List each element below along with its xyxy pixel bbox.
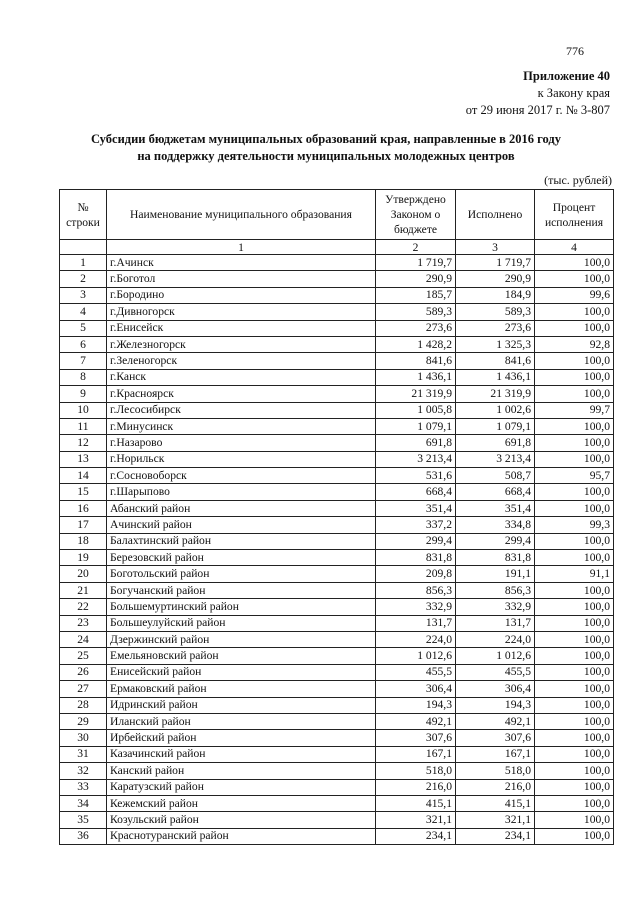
municipality-cell: г.Енисейск: [107, 320, 376, 336]
executed-cell: 184,9: [456, 287, 535, 303]
municipality-cell: Балахтинский район: [107, 533, 376, 549]
executed-cell: 167,1: [456, 746, 535, 762]
executed-cell: 1 325,3: [456, 336, 535, 352]
row-number-cell: 5: [60, 320, 107, 336]
approved-cell: 351,4: [376, 500, 456, 516]
row-number-cell: 11: [60, 418, 107, 434]
executed-cell: 455,5: [456, 664, 535, 680]
percent-cell: 100,0: [535, 386, 614, 402]
approved-cell: 455,5: [376, 664, 456, 680]
subsidy-table: [59, 189, 614, 845]
approved-cell: 194,3: [376, 697, 456, 713]
row-number-cell: 9: [60, 386, 107, 402]
executed-cell: 3 213,4: [456, 451, 535, 467]
percent-cell: 100,0: [535, 779, 614, 795]
table-row: [60, 566, 614, 582]
executed-cell: 492,1: [456, 713, 535, 729]
table-header-row: [60, 190, 614, 240]
table-row: [60, 681, 614, 697]
table-row: [60, 386, 614, 402]
percent-cell: 100,0: [535, 812, 614, 828]
municipality-cell: Дзержинский район: [107, 631, 376, 647]
percent-cell: 100,0: [535, 746, 614, 762]
municipality-cell: г.Норильск: [107, 451, 376, 467]
header-percent: Процент исполнения: [535, 190, 614, 240]
row-number-cell: 10: [60, 402, 107, 418]
units-note: (тыс. рублей): [544, 173, 612, 187]
percent-cell: 100,0: [535, 418, 614, 434]
percent-cell: 100,0: [535, 713, 614, 729]
approved-cell: 831,8: [376, 550, 456, 566]
document-title-line1: Субсидии бюджетам муниципальных образований края, направленные в 2016 году: [90, 132, 562, 146]
executed-cell: 668,4: [456, 484, 535, 500]
table-row: [60, 468, 614, 484]
executed-cell: 306,4: [456, 681, 535, 697]
approved-cell: 307,6: [376, 730, 456, 746]
percent-cell: 100,0: [535, 763, 614, 779]
executed-cell: 351,4: [456, 500, 535, 516]
table-row: [60, 517, 614, 533]
table-row: [60, 812, 614, 828]
row-number-cell: 28: [60, 697, 107, 713]
municipality-cell: Каратузский район: [107, 779, 376, 795]
executed-cell: 224,0: [456, 631, 535, 647]
municipality-cell: Богучанский район: [107, 582, 376, 598]
municipality-cell: Ермаковский район: [107, 681, 376, 697]
row-number-cell: 3: [60, 287, 107, 303]
percent-cell: 100,0: [535, 730, 614, 746]
table-row: [60, 779, 614, 795]
approved-cell: 337,2: [376, 517, 456, 533]
header-row-number: № строки: [60, 190, 107, 240]
municipality-cell: Казачинский район: [107, 746, 376, 762]
approved-cell: 415,1: [376, 795, 456, 811]
percent-cell: 99,7: [535, 402, 614, 418]
percent-cell: 100,0: [535, 500, 614, 516]
column-number: 4: [535, 240, 614, 255]
percent-cell: 100,0: [535, 320, 614, 336]
document-title-line2: на поддержку деятельности муниципальных молодежных центров: [137, 149, 515, 163]
percent-cell: 100,0: [535, 631, 614, 647]
row-number-cell: 13: [60, 451, 107, 467]
approved-cell: 492,1: [376, 713, 456, 729]
table-row: [60, 763, 614, 779]
percent-cell: 99,6: [535, 287, 614, 303]
executed-cell: 307,6: [456, 730, 535, 746]
row-number-cell: 36: [60, 828, 107, 844]
table-row: [60, 402, 614, 418]
executed-cell: 334,8: [456, 517, 535, 533]
row-number-cell: 23: [60, 615, 107, 631]
row-number-cell: 4: [60, 304, 107, 320]
approved-cell: 21 319,9: [376, 386, 456, 402]
executed-cell: 216,0: [456, 779, 535, 795]
approved-cell: 1 436,1: [376, 369, 456, 385]
percent-cell: 100,0: [535, 533, 614, 549]
municipality-cell: Большемуртинский район: [107, 599, 376, 615]
municipality-cell: Иланский район: [107, 713, 376, 729]
column-number: 1: [107, 240, 376, 255]
executed-cell: 841,6: [456, 353, 535, 369]
approved-cell: 290,9: [376, 271, 456, 287]
municipality-cell: г.Железногорск: [107, 336, 376, 352]
table-row: [60, 484, 614, 500]
municipality-cell: Енисейский район: [107, 664, 376, 680]
table-row: [60, 304, 614, 320]
table-row: [60, 271, 614, 287]
approved-cell: 589,3: [376, 304, 456, 320]
row-number-cell: 15: [60, 484, 107, 500]
approved-cell: 518,0: [376, 763, 456, 779]
municipality-cell: Кежемский район: [107, 795, 376, 811]
approved-cell: 185,7: [376, 287, 456, 303]
executed-cell: 131,7: [456, 615, 535, 631]
row-number-cell: 19: [60, 550, 107, 566]
percent-cell: 100,0: [535, 550, 614, 566]
row-number-cell: 26: [60, 664, 107, 680]
table-row: [60, 435, 614, 451]
municipality-cell: Боготольский район: [107, 566, 376, 582]
executed-cell: 691,8: [456, 435, 535, 451]
percent-cell: 100,0: [535, 353, 614, 369]
row-number-cell: 6: [60, 336, 107, 352]
row-number-cell: 1: [60, 255, 107, 271]
percent-cell: 91,1: [535, 566, 614, 582]
percent-cell: 95,7: [535, 468, 614, 484]
executed-cell: 589,3: [456, 304, 535, 320]
approved-cell: 131,7: [376, 615, 456, 631]
approved-cell: 691,8: [376, 435, 456, 451]
table-row: [60, 599, 614, 615]
percent-cell: 100,0: [535, 828, 614, 844]
executed-cell: 856,3: [456, 582, 535, 598]
municipality-cell: г.Дивногорск: [107, 304, 376, 320]
table-row: [60, 533, 614, 549]
municipality-cell: г.Шарыпово: [107, 484, 376, 500]
approved-cell: 306,4: [376, 681, 456, 697]
table-row: [60, 697, 614, 713]
row-number-cell: 12: [60, 435, 107, 451]
executed-cell: 234,1: [456, 828, 535, 844]
executed-cell: 518,0: [456, 763, 535, 779]
executed-cell: 194,3: [456, 697, 535, 713]
executed-cell: 332,9: [456, 599, 535, 615]
approved-cell: 668,4: [376, 484, 456, 500]
municipality-cell: г.Красноярск: [107, 386, 376, 402]
row-number-cell: 32: [60, 763, 107, 779]
percent-cell: 100,0: [535, 271, 614, 287]
municipality-cell: г.Боготол: [107, 271, 376, 287]
table-row: [60, 582, 614, 598]
approved-cell: 332,9: [376, 599, 456, 615]
approved-cell: 3 213,4: [376, 451, 456, 467]
executed-cell: 831,8: [456, 550, 535, 566]
approved-cell: 321,1: [376, 812, 456, 828]
approved-cell: 1 719,7: [376, 255, 456, 271]
approved-cell: 167,1: [376, 746, 456, 762]
row-number-cell: 35: [60, 812, 107, 828]
percent-cell: 100,0: [535, 369, 614, 385]
approved-cell: 856,3: [376, 582, 456, 598]
percent-cell: 100,0: [535, 681, 614, 697]
row-number-cell: 2: [60, 271, 107, 287]
approved-cell: 1 428,2: [376, 336, 456, 352]
municipality-cell: г.Канск: [107, 369, 376, 385]
column-number: 3: [456, 240, 535, 255]
table-row: [60, 713, 614, 729]
municipality-cell: Емельяновский район: [107, 648, 376, 664]
row-number-cell: 24: [60, 631, 107, 647]
table-row: [60, 369, 614, 385]
row-number-cell: 30: [60, 730, 107, 746]
row-number-cell: 29: [60, 713, 107, 729]
row-number-cell: 34: [60, 795, 107, 811]
appendix-law: к Закону края: [537, 86, 610, 100]
approved-cell: 531,6: [376, 468, 456, 484]
executed-cell: 1 719,7: [456, 255, 535, 271]
row-number-cell: 8: [60, 369, 107, 385]
executed-cell: 1 436,1: [456, 369, 535, 385]
approved-cell: 1 079,1: [376, 418, 456, 434]
column-number: 2: [376, 240, 456, 255]
municipality-cell: Канский район: [107, 763, 376, 779]
row-number-cell: 31: [60, 746, 107, 762]
approved-cell: 1 005,8: [376, 402, 456, 418]
municipality-cell: г.Ачинск: [107, 255, 376, 271]
table-row: [60, 550, 614, 566]
executed-cell: 1 079,1: [456, 418, 535, 434]
row-number-cell: 21: [60, 582, 107, 598]
municipality-cell: Идринский район: [107, 697, 376, 713]
table-row: [60, 320, 614, 336]
table-row: [60, 451, 614, 467]
row-number-cell: 27: [60, 681, 107, 697]
approved-cell: 273,6: [376, 320, 456, 336]
row-number-cell: 18: [60, 533, 107, 549]
executed-cell: 191,1: [456, 566, 535, 582]
executed-cell: 1 002,6: [456, 402, 535, 418]
municipality-cell: г.Бородино: [107, 287, 376, 303]
table-row: [60, 730, 614, 746]
column-number-row: [60, 240, 614, 255]
municipality-cell: Березовский район: [107, 550, 376, 566]
table-row: [60, 336, 614, 352]
percent-cell: 100,0: [535, 484, 614, 500]
executed-cell: 321,1: [456, 812, 535, 828]
table-row: [60, 287, 614, 303]
municipality-cell: г.Лесосибирск: [107, 402, 376, 418]
table-row: [60, 664, 614, 680]
municipality-cell: Абанский район: [107, 500, 376, 516]
table-row: [60, 500, 614, 516]
municipality-cell: Большеулуйский район: [107, 615, 376, 631]
executed-cell: 299,4: [456, 533, 535, 549]
row-number-cell: 14: [60, 468, 107, 484]
percent-cell: 92,8: [535, 336, 614, 352]
percent-cell: 100,0: [535, 648, 614, 664]
row-number-cell: 33: [60, 779, 107, 795]
percent-cell: 100,0: [535, 304, 614, 320]
row-number-cell: 7: [60, 353, 107, 369]
municipality-cell: Ачинский район: [107, 517, 376, 533]
row-number-cell: 16: [60, 500, 107, 516]
appendix-block: [466, 68, 610, 119]
municipality-cell: г.Минусинск: [107, 418, 376, 434]
approved-cell: 299,4: [376, 533, 456, 549]
table-row: [60, 648, 614, 664]
municipality-cell: г.Назарово: [107, 435, 376, 451]
percent-cell: 100,0: [535, 615, 614, 631]
municipality-cell: Краснотуранский район: [107, 828, 376, 844]
municipality-cell: г.Сосновоборск: [107, 468, 376, 484]
page-number: 776: [566, 44, 584, 58]
approved-cell: 1 012,6: [376, 648, 456, 664]
approved-cell: 841,6: [376, 353, 456, 369]
percent-cell: 100,0: [535, 795, 614, 811]
document-title: [40, 131, 612, 165]
table-row: [60, 418, 614, 434]
appendix-date: от 29 июня 2017 г. № 3-807: [465, 103, 610, 117]
table-row: [60, 255, 614, 271]
percent-cell: 100,0: [535, 697, 614, 713]
percent-cell: 100,0: [535, 664, 614, 680]
municipality-cell: Ирбейский район: [107, 730, 376, 746]
percent-cell: 99,3: [535, 517, 614, 533]
executed-cell: 290,9: [456, 271, 535, 287]
approved-cell: 224,0: [376, 631, 456, 647]
municipality-cell: г.Зеленогорск: [107, 353, 376, 369]
table-row: [60, 631, 614, 647]
table-row: [60, 615, 614, 631]
percent-cell: 100,0: [535, 599, 614, 615]
approved-cell: 209,8: [376, 566, 456, 582]
approved-cell: 216,0: [376, 779, 456, 795]
row-number-cell: 20: [60, 566, 107, 582]
header-executed: Исполнено: [456, 190, 535, 240]
row-number-cell: 25: [60, 648, 107, 664]
column-number-blank: [60, 240, 107, 255]
percent-cell: 100,0: [535, 451, 614, 467]
percent-cell: 100,0: [535, 435, 614, 451]
percent-cell: 100,0: [535, 255, 614, 271]
header-approved: Утверждено Законом о бюджете: [376, 190, 456, 240]
executed-cell: 1 012,6: [456, 648, 535, 664]
table-row: [60, 828, 614, 844]
table-row: [60, 746, 614, 762]
executed-cell: 415,1: [456, 795, 535, 811]
executed-cell: 508,7: [456, 468, 535, 484]
approved-cell: 234,1: [376, 828, 456, 844]
row-number-cell: 22: [60, 599, 107, 615]
executed-cell: 273,6: [456, 320, 535, 336]
municipality-cell: Козульский район: [107, 812, 376, 828]
row-number-cell: 17: [60, 517, 107, 533]
table-row: [60, 795, 614, 811]
percent-cell: 100,0: [535, 582, 614, 598]
table-row: [60, 353, 614, 369]
executed-cell: 21 319,9: [456, 386, 535, 402]
appendix-title: Приложение 40: [523, 69, 610, 83]
header-municipality: Наименование муниципального образования: [107, 190, 376, 240]
